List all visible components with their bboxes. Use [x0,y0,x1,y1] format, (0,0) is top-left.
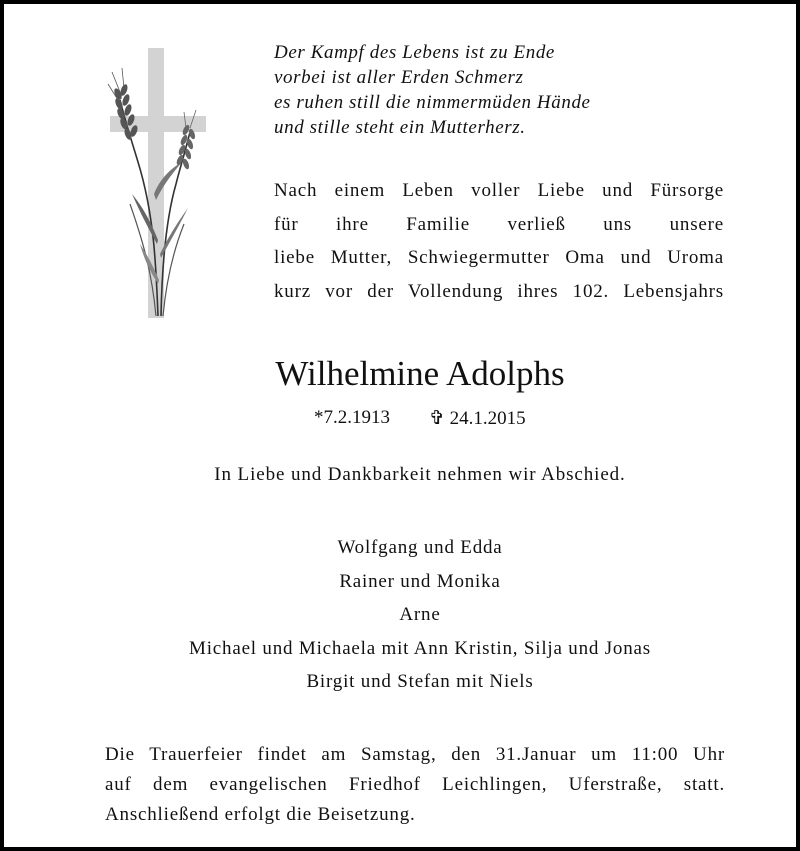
mourner-entry: Arne [399,604,441,625]
poem-line: Der Kampf des Lebens ist zu Ende [274,42,555,63]
birth-date: *7.2.1913 [314,407,390,428]
poem-line: vorbei ist aller Erden Schmerz [274,67,524,88]
poem-line: und stille steht ein Mutterherz. [274,117,526,138]
mourner-entry: Birgit und Stefan mit Niels [306,671,534,692]
poem-line: es ruhen still die nimmermüden Hände [274,92,591,113]
death-date: ✞ 24.1.2015 [429,408,526,429]
mourner-entry: Wolfgang und Edda [337,537,503,558]
mourners-list [4,531,800,699]
intro-text [274,174,724,308]
mourner-entry: Michael und Michaela mit Ann Kristin, Silja und Jonas [189,637,651,659]
memorial-poem [274,40,591,140]
farewell-text: In Liebe und Dankbarkeit nehmen wir Abschied. [214,464,626,485]
intro-line: kurz vor der Vollendung ihres 102. Lebensjahrs [274,280,724,302]
service-line: Die Trauerfeier findet am Samstag, den 31.Januar um 11:00 Uhr [105,744,725,765]
service-line: auf dem evangelischen Friedhof Leichlingen, Uferstraße, statt. [105,774,725,795]
intro-line: Nach einem Leben voller Liebe und Fürsorge [274,180,724,201]
deceased-name: Wilhelmine Adolphs [275,354,565,393]
cross-with-wheat-icon [100,44,212,324]
service-info [105,740,725,830]
intro-line: liebe Mutter, Schwiegermutter Oma und Uroma [274,247,724,268]
service-line: Anschließend erfolgt die Beisetzung. [105,804,416,825]
mourner-entry: Rainer und Monika [339,570,501,592]
intro-line: für ihre Familie verließ uns unsere [274,213,724,235]
